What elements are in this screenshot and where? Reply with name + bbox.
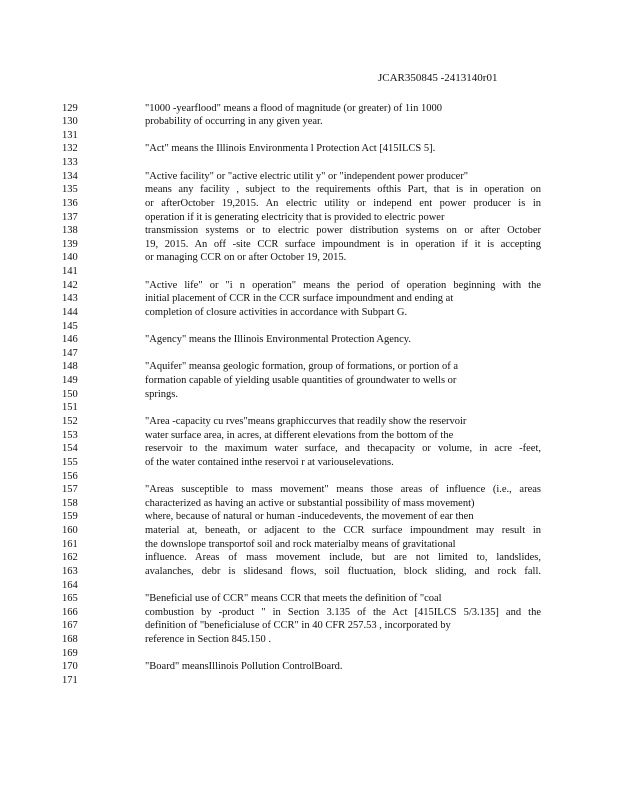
text-line — [0, 442, 618, 456]
line-number: 145 — [62, 320, 78, 332]
text-line — [0, 265, 618, 279]
line-number: 168 — [62, 634, 78, 646]
text-line — [0, 197, 618, 211]
text-line — [0, 320, 618, 334]
line-number: 155 — [62, 456, 78, 468]
line-text: combustion by -product " in Section 3.135 of the Act [415ILCS 5/3.135] and the — [145, 606, 541, 618]
text-line — [0, 156, 618, 170]
line-number: 136 — [62, 197, 78, 209]
line-text: avalanches, debr is slidesand flows, soil fluctuation, block sliding, and rock fall. — [145, 565, 541, 577]
line-number: 131 — [62, 129, 78, 141]
line-text: "Board" meansIllinois Pollution ControlBoard. — [145, 661, 343, 673]
text-line — [0, 170, 618, 184]
line-text: where, because of natural or human -inducedevents, the movement of ear then — [145, 511, 474, 523]
line-number: 164 — [62, 579, 78, 591]
line-number: 143 — [62, 293, 78, 305]
line-number: 141 — [62, 266, 78, 278]
line-text: "Area -capacity cu rves"means graphiccurves that readily show the reservoir — [145, 415, 467, 427]
text-line — [0, 538, 618, 552]
line-number: 152 — [62, 415, 78, 427]
text-line — [0, 374, 618, 388]
line-text: "Act" means the Illinois Environmenta l Protection Act [415ILCS 5]. — [145, 143, 436, 155]
text-line — [0, 565, 618, 579]
line-number: 156 — [62, 470, 78, 482]
line-number: 153 — [62, 429, 78, 441]
line-number: 157 — [62, 484, 78, 496]
line-number: 167 — [62, 620, 78, 632]
line-text: of the water contained inthe reservoi r at variouselevations. — [145, 456, 394, 468]
line-number: 151 — [62, 402, 78, 414]
text-line — [0, 115, 618, 129]
text-line — [0, 647, 618, 661]
line-number: 133 — [62, 157, 78, 169]
text-line — [0, 360, 618, 374]
line-text: the downslope transportof soil and rock materialby means of gravitational — [145, 538, 456, 550]
document-header-id: JCAR350845 -2413140r01 — [378, 72, 498, 84]
line-text: reservoir to the maximum water surface, and thecapacity or volume, in acre -feet, — [145, 443, 541, 455]
line-text: springs. — [145, 388, 178, 400]
line-text: completion of closure activities in accordance with Subpart G. — [145, 306, 408, 318]
line-text: or managing CCR on or after October 19, 2015. — [145, 252, 347, 264]
line-text: "Beneficial use of CCR" means CCR that meets the definition of "coal — [145, 593, 442, 605]
text-line — [0, 551, 618, 565]
line-text: probability of occurring in any given year. — [145, 116, 323, 128]
line-text: definition of "beneficialuse of CCR" in 40 CFR 257.53 , incorporated by — [145, 620, 451, 632]
line-number: 163 — [62, 565, 78, 577]
line-number: 144 — [62, 306, 78, 318]
line-text: "Aquifer" meansa geologic formation, group of formations, or portion of a — [145, 361, 458, 373]
text-line — [0, 401, 618, 415]
text-line — [0, 660, 618, 674]
text-line — [0, 592, 618, 606]
line-number: 166 — [62, 606, 78, 618]
text-line — [0, 674, 618, 688]
line-number: 159 — [62, 511, 78, 523]
text-line — [0, 579, 618, 593]
text-line — [0, 524, 618, 538]
text-line — [0, 292, 618, 306]
line-number: 147 — [62, 347, 78, 359]
line-text: influence. Areas of mass movement include, but are not limited to, landslides, — [145, 552, 541, 564]
line-text: transmission systems or to electric power distribution systems on or after October — [145, 225, 541, 237]
text-line — [0, 102, 618, 116]
line-number: 162 — [62, 552, 78, 564]
text-line — [0, 306, 618, 320]
text-line — [0, 347, 618, 361]
text-line — [0, 483, 618, 497]
line-text: water surface area, in acres, at different elevations from the bottom of the — [145, 429, 454, 441]
text-line — [0, 456, 618, 470]
line-number: 129 — [62, 102, 78, 114]
line-text: operation if it is generating electricity that is provided to electric power — [145, 211, 445, 223]
line-number: 170 — [62, 661, 78, 673]
text-line — [0, 142, 618, 156]
text-line — [0, 333, 618, 347]
text-line — [0, 129, 618, 143]
text-line — [0, 211, 618, 225]
text-line — [0, 388, 618, 402]
line-number: 160 — [62, 525, 78, 537]
line-number: 149 — [62, 375, 78, 387]
line-text: "Active facility" or "active electric utilit y" or "independent power producer" — [145, 170, 469, 182]
text-line — [0, 510, 618, 524]
line-text: 19, 2015. An off -site CCR surface impoundment is in operation if it is accepting — [145, 238, 541, 250]
line-text: "Areas susceptible to mass movement" means those areas of influence (i.e., areas — [145, 484, 541, 496]
line-number: 148 — [62, 361, 78, 373]
text-line — [0, 497, 618, 511]
line-text: or afterOctober 19,2015. An electric utility or independ ent power producer is in — [145, 197, 541, 209]
line-text: "Agency" means the Illinois Environmental Protection Agency. — [145, 334, 411, 346]
text-line — [0, 279, 618, 293]
line-number: 150 — [62, 388, 78, 400]
line-number: 140 — [62, 252, 78, 264]
line-text: material at, beneath, or adjacent to the CCR surface impoundment may result in — [145, 525, 541, 537]
line-number: 130 — [62, 116, 78, 128]
line-text: reference in Section 845.150 . — [145, 634, 271, 646]
line-number: 161 — [62, 538, 78, 550]
line-text: characterized as having an active or substantial possibility of mass movement) — [145, 497, 475, 509]
line-number: 137 — [62, 211, 78, 223]
line-text: formation capable of yielding usable quantities of groundwater to wells or — [145, 375, 457, 387]
line-number: 158 — [62, 497, 78, 509]
line-number: 154 — [62, 443, 78, 455]
line-number: 139 — [62, 238, 78, 250]
line-number: 171 — [62, 674, 78, 686]
line-number: 165 — [62, 593, 78, 605]
line-number: 134 — [62, 170, 78, 182]
line-number: 138 — [62, 225, 78, 237]
line-number: 169 — [62, 647, 78, 659]
line-text: "Active life" or "i n operation" means the period of operation beginning with the — [145, 279, 541, 291]
line-number: 132 — [62, 143, 78, 155]
line-text: "1000 -yearflood" means a flood of magnitude (or greater) of 1in 1000 — [145, 102, 442, 114]
text-line — [0, 251, 618, 265]
text-line — [0, 415, 618, 429]
text-line — [0, 633, 618, 647]
text-line — [0, 606, 618, 620]
text-line — [0, 470, 618, 484]
line-text: initial placement of CCR in the CCR surface impoundment and ending at — [145, 293, 454, 305]
line-text: means any facility , subject to the requirements ofthis Part, that is in operation on — [145, 184, 541, 196]
text-line — [0, 619, 618, 633]
line-number: 146 — [62, 334, 78, 346]
text-line — [0, 429, 618, 443]
text-line — [0, 224, 618, 238]
text-line — [0, 183, 618, 197]
text-line — [0, 238, 618, 252]
line-number: 142 — [62, 279, 78, 291]
line-number: 135 — [62, 184, 78, 196]
